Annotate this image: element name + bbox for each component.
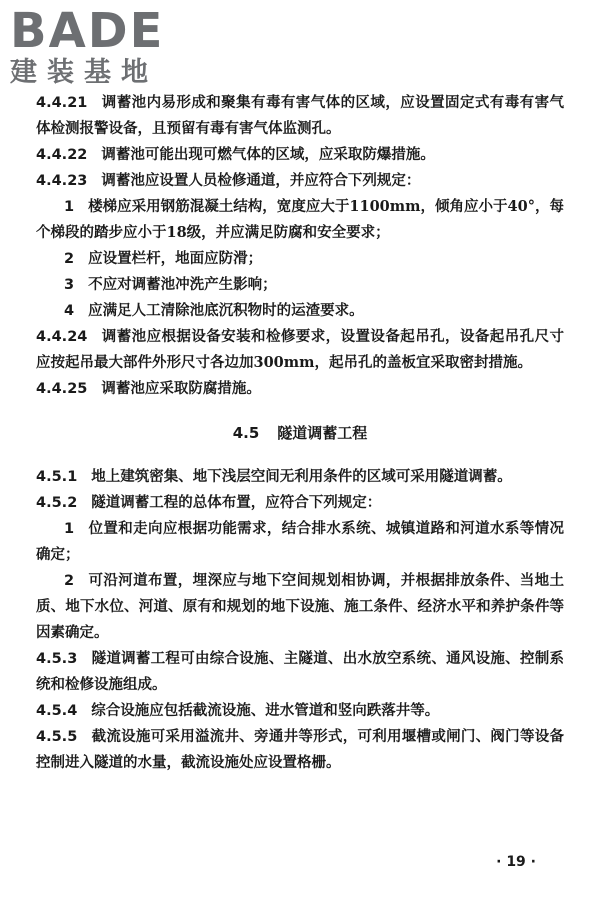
clause-4-5-3: [36, 646, 564, 698]
clause-4-5-2: [36, 490, 564, 516]
section-title-text: 隧道调蓄工程: [277, 424, 368, 442]
clause-number: 4.4.22: [36, 147, 88, 163]
clause-4-5-5: [36, 724, 564, 776]
list-item-1: [36, 194, 564, 246]
clause-4-5-1: [36, 464, 564, 490]
logo-subtitle: 建装基地: [10, 57, 158, 88]
clause-text: 调蓄池应根据设备安装和检修要求，设置设备起吊孔，设备起吊孔尺寸应按起吊最大部件外形尺寸各边加300mm，起吊孔的盖板宜采取密封措施。: [36, 328, 564, 371]
item-text: 应设置栏杆，地面应防滑；: [88, 250, 263, 267]
item-number: 2: [64, 573, 75, 589]
clause-number: 4.5.3: [36, 651, 78, 667]
item-text: 不应对调蓄池冲洗产生影响；: [88, 276, 277, 293]
clause-4-4-24: [36, 324, 564, 376]
section-heading: [36, 420, 564, 446]
clause-text: 调蓄池内易形成和聚集有毒有害气体的区域，应设置固定式有毒有害气体检测报警设备，且预留有毒有害气体监测孔。: [36, 94, 564, 137]
item-text: 位置和走向应根据功能需求，结合排水系统、城镇道路和河道水系等情况确定；: [36, 520, 564, 563]
clause-text: 隧道调蓄工程可由综合设施、主隧道、出水放空系统、通风设施、控制系统和检修设施组成。: [36, 650, 564, 693]
clause-4-4-23: [36, 168, 564, 194]
list-item-2: [36, 246, 564, 272]
clause-4-4-21: [36, 90, 564, 142]
clause-number: 4.5.1: [36, 469, 78, 485]
list-item-1: [36, 516, 564, 568]
clause-text: 综合设施应包括截流设施、进水管道和竖向跌落井等。: [91, 702, 440, 719]
list-item-3: [36, 272, 564, 298]
clause-text: 调蓄池应采取防腐措施。: [101, 380, 261, 397]
item-text: 楼梯应采用钢筋混凝土结构，宽度应大于1100mm，倾角应小于40°，每个梯段的踏步应小于18级，并应满足防腐和安全要求；: [36, 198, 564, 241]
clause-number: 4.5.2: [36, 495, 78, 511]
section-number: 4.5: [232, 424, 260, 442]
item-number: 1: [64, 521, 75, 537]
item-text: 可沿河道布置，埋深应与地下空间规划相协调，并根据排放条件、当地土质、地下水位、河道、原有和规划的地下设施、施工条件、经济水平和养护条件等因素确定。: [36, 572, 564, 641]
logo-wordmark: BADE: [10, 3, 165, 59]
clause-number: 4.4.24: [36, 329, 88, 345]
clause-number: 4.4.21: [36, 95, 88, 111]
clause-text: 隧道调蓄工程的总体布置，应符合下列规定：: [91, 494, 382, 511]
clause-number: 4.5.5: [36, 729, 78, 745]
clause-text: 调蓄池应设置人员检修通道，并应符合下列规定：: [101, 172, 421, 189]
clause-4-4-22: [36, 142, 564, 168]
clause-text: 调蓄池可能出现可燃气体的区域，应采取防爆措施。: [101, 146, 435, 163]
list-item-4: [36, 298, 564, 324]
document-body: [36, 90, 564, 776]
clause-number: 4.4.23: [36, 173, 88, 189]
clause-4-5-4: [36, 698, 564, 724]
item-number: 2: [64, 251, 75, 267]
page-number: · 19 ·: [496, 854, 536, 870]
item-text: 应满足人工清除池底沉积物时的运渣要求。: [88, 302, 364, 319]
item-number: 1: [64, 199, 75, 215]
item-number: 4: [64, 303, 75, 319]
clause-4-4-25: [36, 376, 564, 402]
clause-number: 4.4.25: [36, 381, 88, 397]
item-number: 3: [64, 277, 75, 293]
list-item-2: [36, 568, 564, 646]
clause-number: 4.5.4: [36, 703, 78, 719]
clause-text: 地上建筑密集、地下浅层空间无利用条件的区域可采用隧道调蓄。: [91, 468, 512, 485]
logo: [6, 4, 186, 90]
clause-text: 截流设施可采用溢流井、旁通井等形式，可利用堰槽或闸门、阀门等设备控制进入隧道的水量，截流设施处应设置格栅。: [36, 728, 564, 771]
